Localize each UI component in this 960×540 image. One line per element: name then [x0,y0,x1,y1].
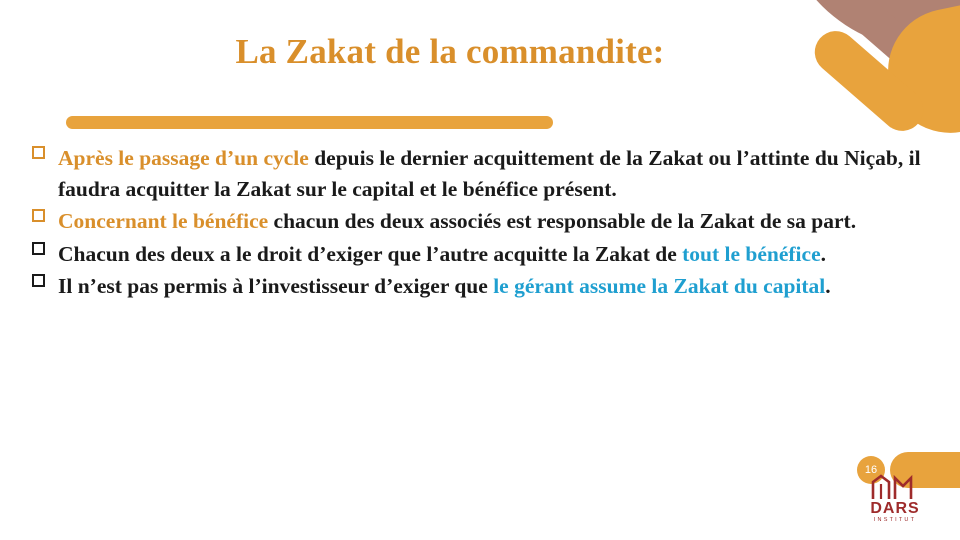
bullet-run-highlight: le gérant assume la Zakat du capital [493,274,826,298]
page-number-badge: 16 [857,456,885,484]
bullet-run-tail: . [825,274,831,298]
checkbox-bullet-icon [32,242,45,255]
checkbox-bullet-icon [32,209,45,222]
bullet-run-text: Il n’est pas permis à l’investisseur d’exiger que [58,274,494,298]
dars-logo-mark-icon [865,474,925,500]
list-item [30,206,925,237]
slide-title: La Zakat de la commandite: [235,32,665,71]
title-underline-bar [66,116,553,129]
bullet-run-text: Chacun des deux a le droit d’exiger que l’autre acquitte la Zakat de [58,241,683,266]
bullet-run-emphasis: Après le passage d’un cycle [58,146,315,170]
list-item [30,271,925,302]
list-item [30,239,925,270]
checkbox-bullet-icon [32,274,45,287]
bullet-run-emphasis: Concernant le bénéfice [58,209,274,233]
checkbox-bullet-icon [32,146,45,159]
bullet-run-highlight: tout le bénéfice [682,241,821,266]
list-item [30,143,925,204]
bullet-run-tail: . [820,241,826,266]
logo-wordmark: DARS [870,500,920,517]
logo [858,474,932,532]
bullet-list [30,143,925,304]
bullet-run-text: chacun des deux associés est responsable de la Zakat de sa part. [273,209,857,233]
logo-subtitle: INSTITUT [873,517,917,523]
bullet-run-text: depuis le dernier acquittement de la Zakat ou l’attinte du Niçab, il faudra acquitter la Zakat sur le capital et le bénéfice présent. [58,146,921,201]
